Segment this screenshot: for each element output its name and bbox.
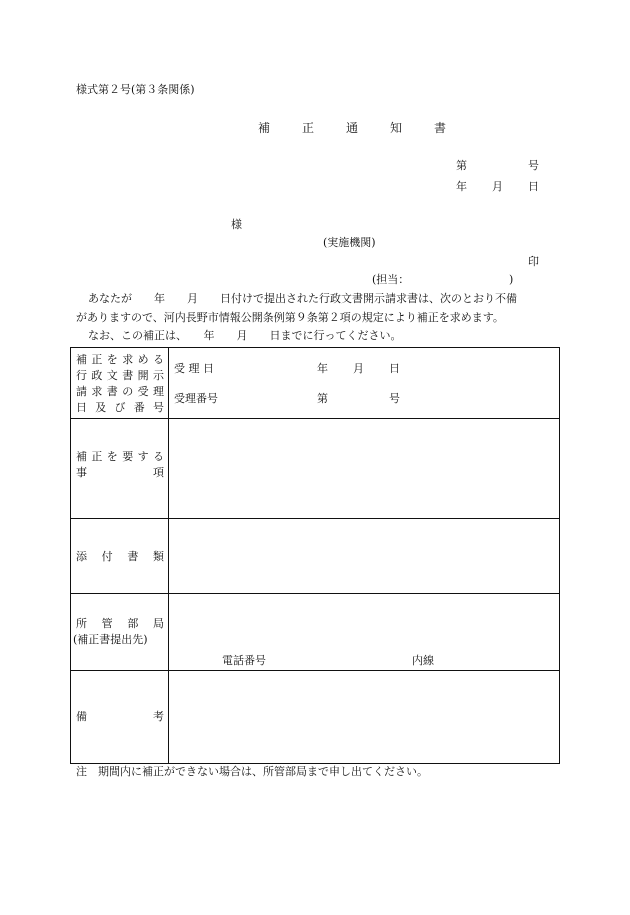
label-line: 請求書の受理 [76, 385, 164, 398]
ref-go: 号 [528, 159, 539, 172]
value-attachments [169, 519, 560, 594]
receipt-no-go: 号 [389, 392, 400, 405]
value-remarks [169, 671, 560, 764]
date-year: 年 [456, 180, 467, 193]
label-remarks [71, 671, 169, 764]
label-attachments [71, 519, 169, 594]
label-line: 補正を要する [76, 450, 164, 463]
correction-table [70, 347, 560, 764]
date-month: 月 [492, 180, 503, 193]
contact-close: ) [509, 273, 514, 286]
seal-mark: 印 [528, 255, 539, 268]
receipt-no-dai: 第 [317, 392, 328, 405]
label-items [71, 419, 169, 519]
row-receipt [71, 348, 560, 419]
phone-label: 電話番号 [222, 654, 266, 667]
footnote: 注 期間内に補正ができない場合は、所管部局まで申し出てください。 [76, 765, 428, 778]
date-day: 日 [528, 180, 539, 193]
document-title: 補 正 通 知 書 [258, 121, 457, 135]
label-line: 行政文書開示 [76, 369, 164, 382]
receipt-date-month: 月 [353, 362, 364, 375]
label-line: 添付書類 [76, 550, 164, 563]
value-department [169, 594, 560, 671]
label-department [71, 594, 169, 671]
addressee-suffix: 様 [231, 218, 242, 231]
extension-label: 内線 [412, 654, 434, 667]
receipt-date-label: 受 理 日 [174, 362, 214, 375]
row-remarks [71, 671, 560, 764]
receipt-date-year: 年 [317, 362, 328, 375]
label-line: 日及び番号 [76, 401, 164, 414]
agency-label: (実施機関) [323, 236, 376, 249]
contact-open: (担当： [372, 273, 410, 286]
form-number: 様式第２号(第３条関係) [76, 83, 195, 96]
label-line: 備 考 [76, 710, 164, 723]
ref-dai: 第 [456, 159, 467, 172]
label-line: 補正を求める [76, 353, 164, 366]
row-items [71, 419, 560, 519]
label-sub: (補正書提出先) [73, 633, 148, 646]
receipt-no-label: 受理番号 [174, 392, 218, 405]
body-line-3: なお、この補正は、 年 月 日までに行ってください。 [88, 329, 402, 342]
row-department [71, 594, 560, 671]
body-line-2: がありますので、河内長野市情報公開条例第９条第２項の規定により補正を求めます。 [76, 311, 504, 324]
value-receipt [169, 348, 560, 419]
value-items [169, 419, 560, 519]
row-attachments [71, 519, 560, 594]
label-line: 事 項 [76, 466, 164, 479]
label-receipt [71, 348, 169, 419]
label-line: 所管部局 [76, 617, 164, 630]
body-line-1: あなたが 年 月 日付けで提出された行政文書開示請求書は、次のとおり不備 [88, 292, 517, 305]
receipt-date-day: 日 [389, 362, 400, 375]
